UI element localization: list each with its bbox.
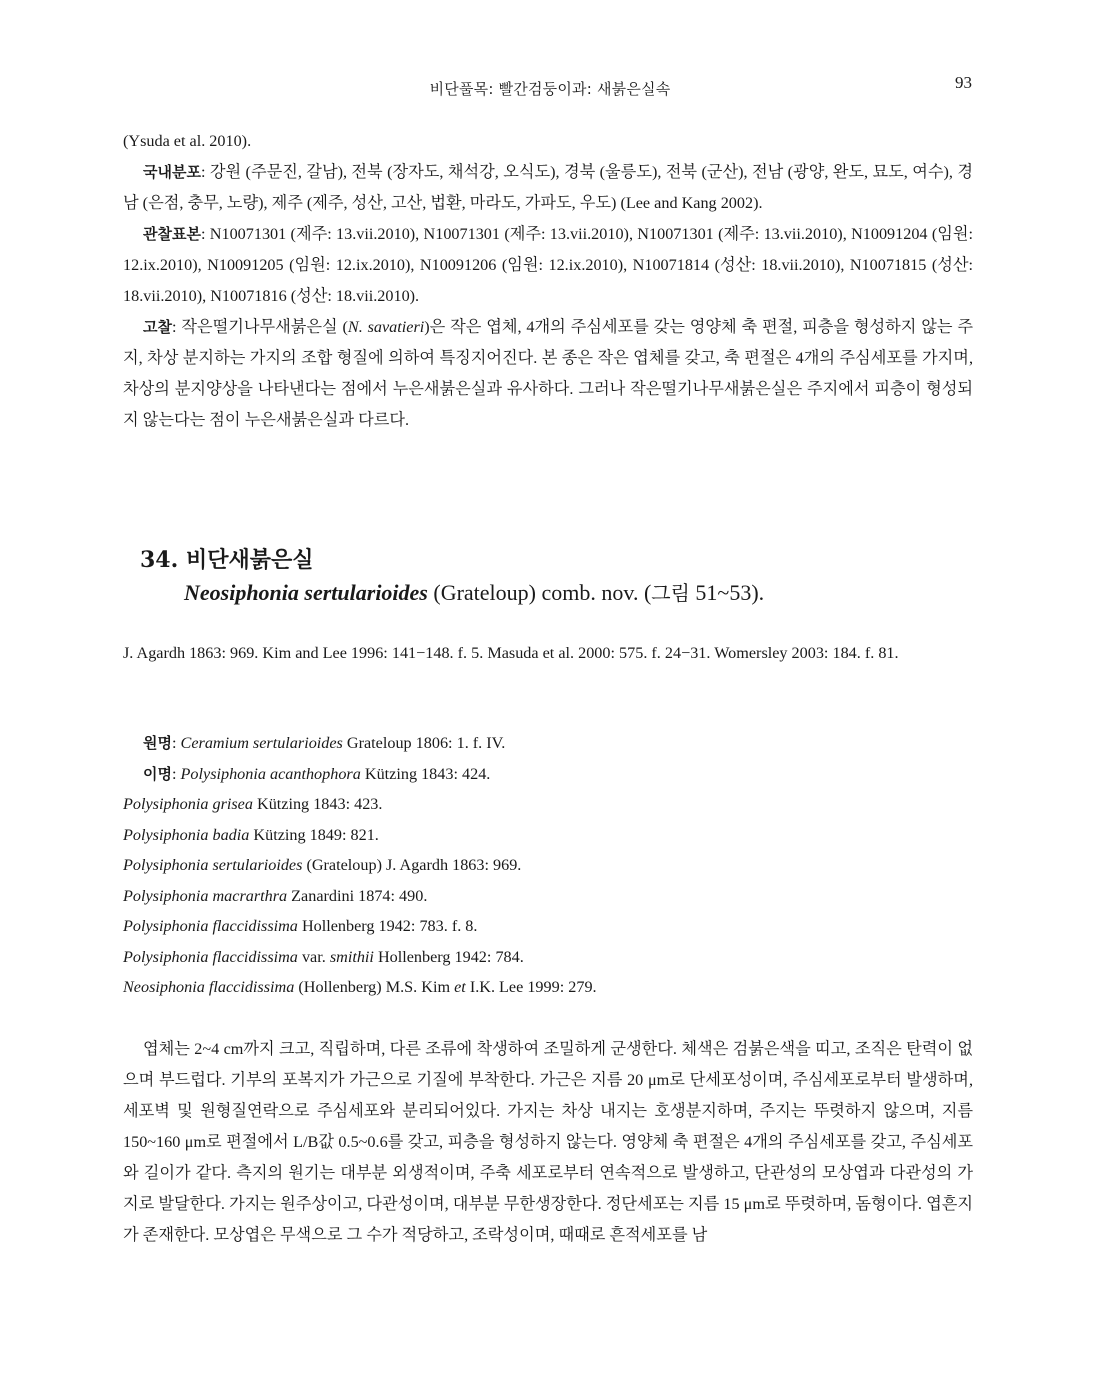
description-block bbox=[123, 1034, 973, 1251]
remarks-pre: : 작은떨기나무새붉은실 ( bbox=[171, 318, 348, 336]
species-korean-name: 비단새붉은실 bbox=[185, 547, 314, 573]
synonym-citation-2: I.K. Lee 1999: 279. bbox=[465, 978, 597, 996]
synonym-citation: Kützing 1843: 423. bbox=[252, 795, 383, 813]
basionym-line bbox=[123, 728, 973, 759]
synonym-line bbox=[123, 759, 973, 790]
synonym-citation: var. bbox=[297, 947, 330, 966]
synonym-citation: Hollenberg 1942: 783. f. 8. bbox=[297, 917, 478, 935]
species-number: 34. bbox=[140, 547, 179, 573]
synonym-citation: Zanardini 1874: 490. bbox=[287, 886, 428, 905]
synonym-line bbox=[123, 942, 973, 973]
basionym-label: 원명 bbox=[143, 734, 172, 752]
running-head: 비단풀목: 빨간검둥이과: 새붉은실속 bbox=[429, 80, 671, 98]
distribution-label: 국내분포 bbox=[143, 163, 201, 181]
synonym-line bbox=[123, 850, 973, 881]
specimens-text: : N10071301 (제주: 13.vii.2010), N10071301 (제주: 13.vii.2010), N10071301 (제주: 13.vii.2010), N10091204 (임원: 12.ix.2010), N10091205 (임원: 12.ix.2010), N10091206 (임원: 12.ix.2010), N10071814 (성산: 18.vii.2010), N10071815 (성산: 18.vii.2010), N10071816 (성산: 18.vii.2010). bbox=[123, 225, 973, 305]
figure-ref-number: 51~53). bbox=[689, 580, 765, 605]
remarks-label: 고찰 bbox=[143, 318, 172, 336]
specimens-label: 관찰표본 bbox=[143, 225, 201, 243]
remarks-paragraph bbox=[123, 312, 973, 436]
references-block bbox=[123, 638, 973, 669]
synonym-sep: : bbox=[171, 764, 181, 783]
synonym-citation-2: Hollenberg 1942: 784. bbox=[373, 947, 524, 966]
synonym-name: Polysiphonia grisea bbox=[123, 795, 253, 813]
page-number: 93 bbox=[955, 73, 972, 92]
synonym-name: Neosiphonia flaccidissima bbox=[123, 978, 295, 996]
synonym-name: Polysiphonia sertularioides bbox=[123, 856, 303, 874]
synonym-line bbox=[123, 911, 973, 942]
specimens-paragraph bbox=[123, 219, 973, 312]
species-binomial: Neosiphonia sertularioides bbox=[184, 580, 428, 605]
synonym-variety: smithii bbox=[329, 947, 374, 966]
synonyms-label: 이명 bbox=[143, 764, 172, 783]
references-text: J. Agardh 1863: 969. Kim and Lee 1996: 141−148. f. 5. Masuda et al. 2000: 575. f. 24−31. Womersley 2003: 184. f. 81. bbox=[123, 644, 899, 662]
species-heading bbox=[140, 544, 970, 610]
synonym-name: Polysiphonia macrarthra bbox=[123, 886, 288, 905]
synonym-name: Polysiphonia badia bbox=[123, 825, 250, 844]
synonym-name: Polysiphonia flaccidissima bbox=[123, 947, 298, 966]
distribution-paragraph bbox=[123, 157, 973, 219]
synonym-line bbox=[123, 881, 973, 912]
species-title bbox=[140, 544, 970, 576]
synonym-citation: Kützing 1849: 821. bbox=[249, 825, 379, 844]
citation-tail: (Ysuda et al. 2010). bbox=[123, 132, 252, 150]
nomenclature-block bbox=[123, 728, 973, 1003]
synonym-et: et bbox=[454, 978, 466, 996]
basionym-citation: Grateloup 1806: 1. f. IV. bbox=[342, 734, 506, 752]
synonym-line bbox=[123, 972, 973, 1003]
remarks-species: N. savatieri bbox=[347, 318, 425, 336]
synonym-line bbox=[123, 820, 973, 851]
description-text: 엽체는 2~4 cm까지 크고, 직립하며, 다른 조류에 착생하여 조밀하게 군생한다. 체색은 검붉은색을 띠고, 조직은 탄력이 없으며 부드럽다. 기부의 포복지가 가근으로 기질에 부착한다. 가근은 지름 20 μm로 단세포성이며, 주심세포로부터 발생하며, 세포벽 및 원형질연락으로 주심세포와 분리되어있다. 가지는 차상 내지는 호생분지하며, 주지는 뚜렷하지 않으며, 지름 150~160 μm로 편절에서 L/B값 0.5~0.6를 갖고, 피층을 형성하지 않는다. 영양체 축 편절은 4개의 주심세포를 갖고, 주심세포와 길이가 같다. 측지의 원기는 대부분 외생적이며, 주축 세포로부터 연속적으로 발생하고, 단관성의 모상엽과 다관성의 가지로 발달한다. 가지는 원주상이고, 다관성이며, 대부분 무한생장한다. 정단세포는 지름 15 μm로 뚜렷하며, 돔형이다. 엽흔지가 존재한다. 모상엽은 무색으로 그 수가 적당하고, 조락성이며, 때때로 흔적세포를 남 bbox=[123, 1040, 973, 1244]
top-section bbox=[123, 126, 973, 436]
synonym-name: Polysiphonia flaccidissima bbox=[123, 917, 298, 935]
synonym-line bbox=[123, 789, 973, 820]
basionym-name: Ceramium sertularioides bbox=[180, 734, 343, 752]
synonym-citation: (Hollenberg) M.S. Kim bbox=[294, 978, 455, 996]
species-scientific-name bbox=[140, 576, 970, 610]
figure-ref-label: 그림 bbox=[651, 581, 690, 605]
remarks-post: )은 작은 엽체, 4개의 주심세포를 갖는 영양체 축 편절, 피층을 형성하지 않는 주지, 차상 분지하는 가지의 조합 형질에 의하여 특징지어진다. 본 종은 작은 엽체를 갖고, 축 편절은 4개의 주심세포를 가지며, 차상의 분지양상을 나타낸다는 점에서 누은새붉은실과 유사하다. 그러나 작은떨기나무새붉은실은 주지에서 피층이 형성되지 않는다는 점이 누은새붉은실과 다르다. bbox=[123, 318, 973, 429]
basionym-sep: : bbox=[171, 734, 181, 752]
synonym-citation: (Grateloup) J. Agardh 1863: 969. bbox=[302, 856, 522, 874]
synonym-citation: Kützing 1843: 424. bbox=[360, 764, 491, 783]
synonym-name: Polysiphonia acanthophora bbox=[180, 764, 361, 783]
species-authority: (Grateloup) comb. nov. ( bbox=[427, 580, 652, 605]
distribution-text: : 강원 (주문진, 갈남), 전북 (장자도, 채석강, 오식도), 경북 (울릉도), 전북 (군산), 전남 (광양, 완도, 묘도, 여수), 경남 (은점, 충무, 노량), 제주 (제주, 성산, 고산, 법환, 마라도, 가파도, 우도) (Lee and Kang 2002). bbox=[123, 163, 973, 212]
